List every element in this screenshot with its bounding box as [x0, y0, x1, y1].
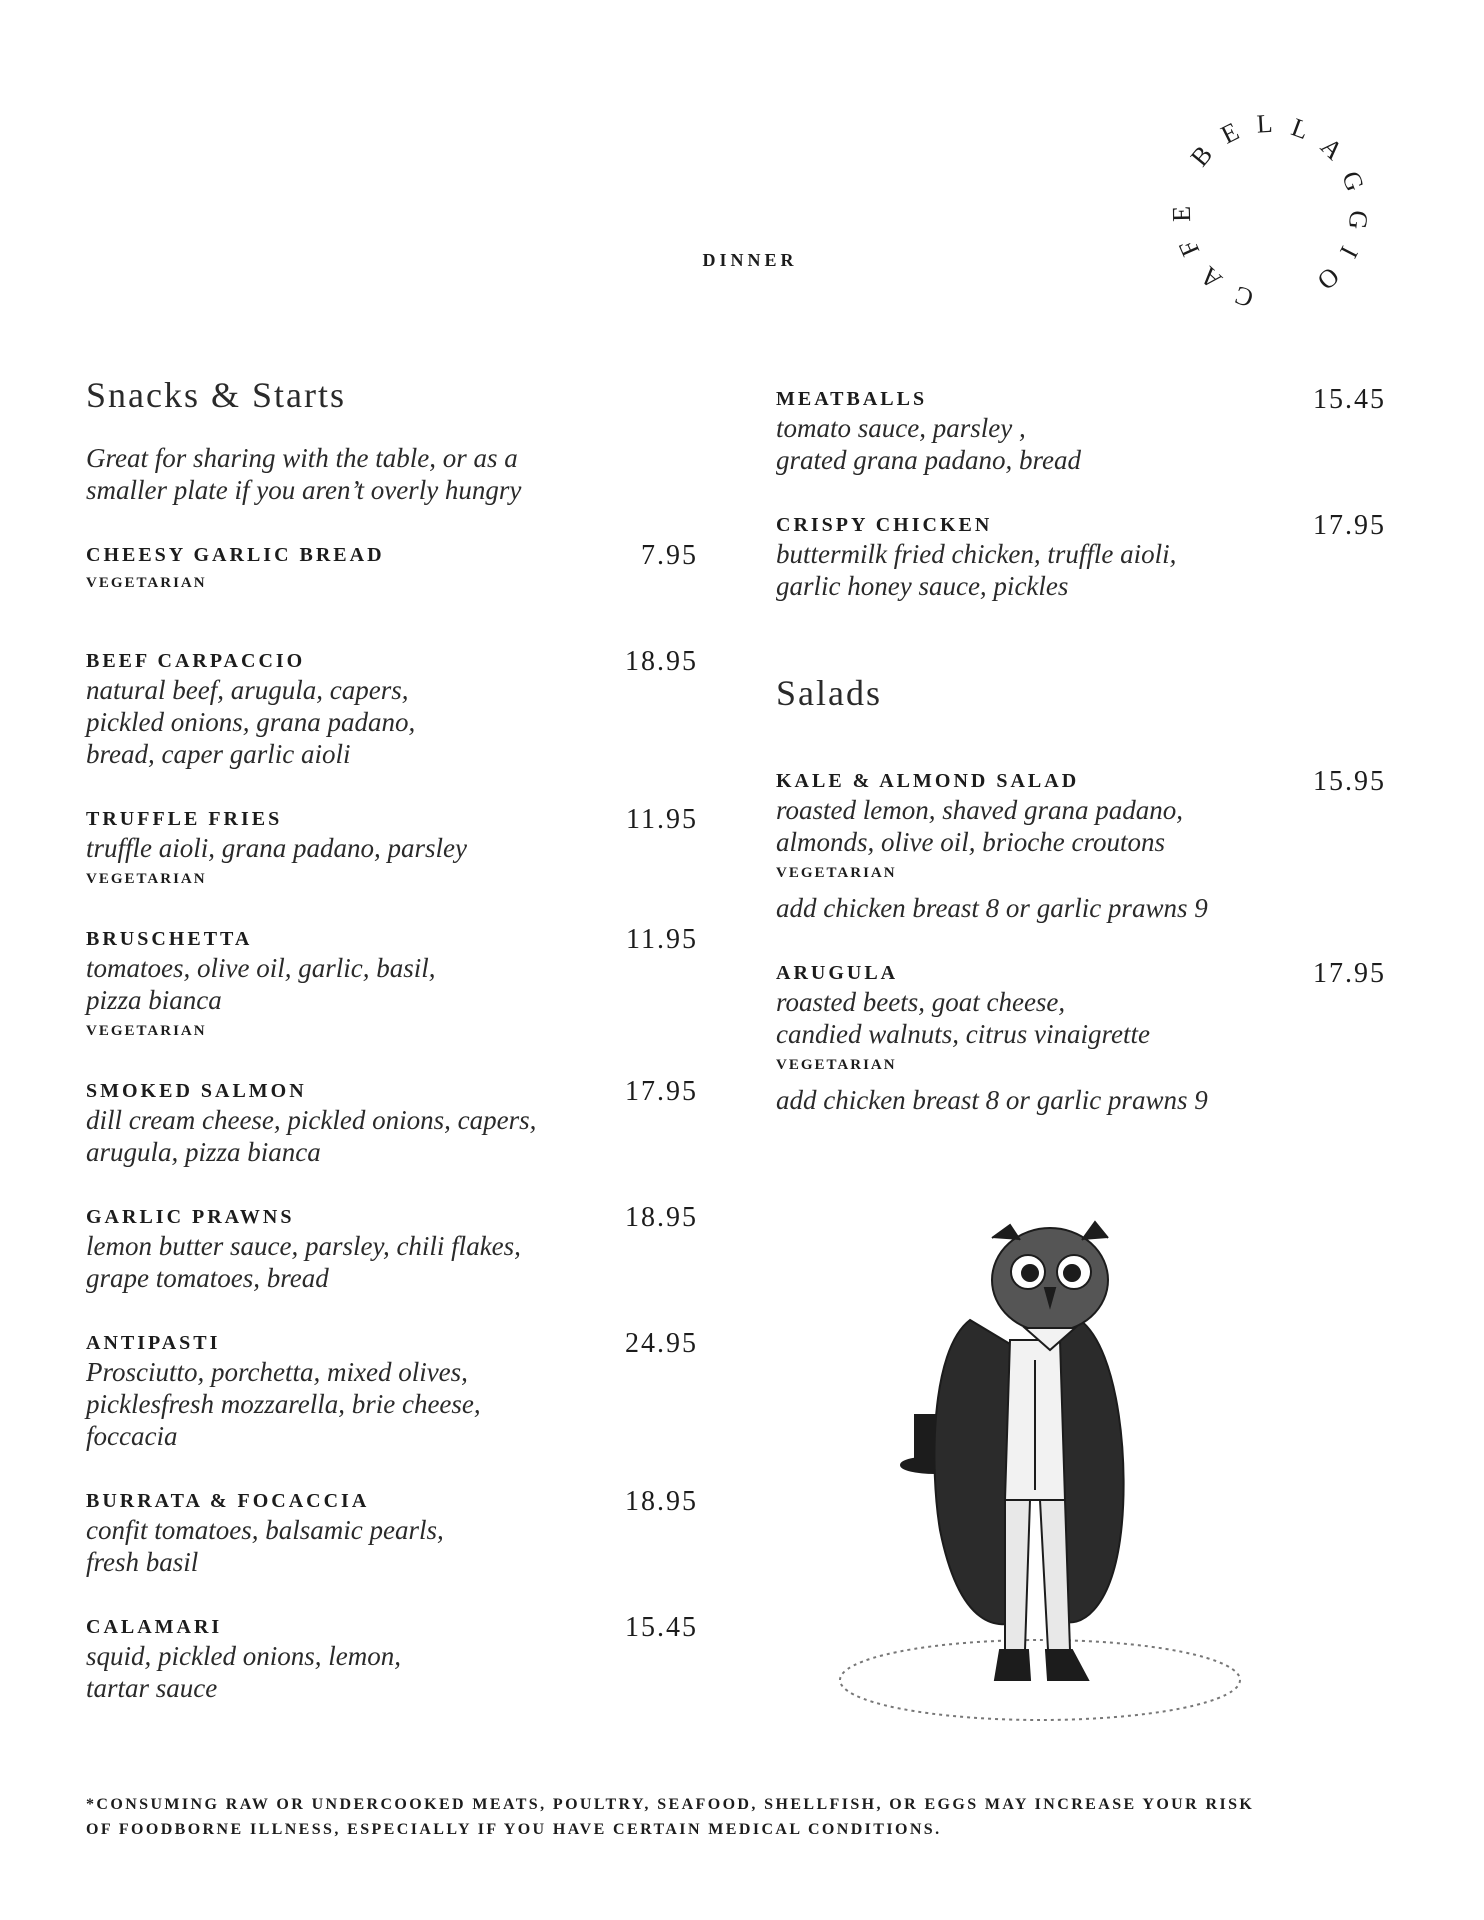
vegetarian-tag: VEGETARIAN	[86, 1022, 207, 1039]
menu-item-burrata-focaccia	[86, 1485, 698, 1578]
desc-line: truffle aioli, grana padano, parsley	[86, 832, 467, 863]
menu-item-antipasti	[86, 1327, 698, 1452]
item-price: 11.95	[626, 803, 698, 835]
item-addon: add chicken breast 8 or garlic prawns 9	[776, 1084, 1208, 1115]
menu-item-truffle-fries	[86, 803, 698, 890]
desc-line: bread, caper garlic aioli	[86, 738, 351, 769]
item-price: 17.95	[625, 1075, 698, 1107]
item-name: GARLIC PRAWNS	[86, 1205, 295, 1228]
item-price: 18.95	[625, 1485, 698, 1517]
item-desc	[86, 952, 698, 1016]
menu-item-bruschetta	[86, 923, 698, 1042]
item-name: CHEESY GARLIC BREAD	[86, 543, 385, 566]
desc-line: dill cream cheese, pickled onions, capers,	[86, 1104, 537, 1135]
desc-line: lemon butter sauce, parsley, chili flakes,	[86, 1230, 521, 1261]
item-name: MEATBALLS	[776, 388, 928, 410]
menu-item-calamari	[86, 1611, 698, 1704]
item-desc	[86, 1104, 698, 1168]
menu-title: DINNER	[702, 250, 798, 270]
item-price: 15.45	[1313, 384, 1386, 415]
item-name: CRISPY CHICKEN	[776, 514, 993, 536]
item-desc	[86, 1514, 698, 1578]
logo-text: CAFE BELLAGGIO	[1166, 108, 1374, 314]
item-price: 18.95	[625, 645, 698, 677]
menu-item-smoked-salmon	[86, 1075, 698, 1168]
menu-item-cheesy-garlic-bread	[86, 539, 698, 594]
owl-gentleman-illustration	[820, 1210, 1280, 1740]
item-desc	[86, 1230, 698, 1294]
menu-item-meatballs	[776, 386, 1386, 476]
item-desc	[86, 674, 698, 770]
item-name: SMOKED SALMON	[86, 1079, 307, 1102]
right-column	[776, 386, 1386, 1152]
item-price: 18.95	[625, 1201, 698, 1233]
menu-item-crispy-chicken	[776, 512, 1386, 602]
item-desc	[86, 1356, 698, 1452]
item-price: 7.95	[641, 539, 698, 571]
item-name: TRUFFLE FRIES	[86, 807, 283, 830]
menu-item-arugula	[776, 957, 1386, 1116]
menu-item-garlic-prawns	[86, 1201, 698, 1294]
desc-line: Prosciutto, porchetta, mixed olives,	[86, 1356, 468, 1387]
desc-line: tartar sauce	[86, 1672, 218, 1703]
item-price: 15.45	[625, 1611, 698, 1643]
cafe-bellaggio-logo	[1150, 92, 1390, 332]
vegetarian-tag: VEGETARIAN	[776, 1056, 897, 1073]
intro-line: Great for sharing with the table, or as a	[86, 442, 518, 473]
desc-line: pickled onions, grana padano,	[86, 706, 416, 737]
left-column	[86, 376, 698, 1740]
desc-line: picklesfresh mozzarella, brie cheese,	[86, 1388, 481, 1419]
desc-line: grated grana padano, bread	[776, 445, 1081, 475]
item-name: KALE & ALMOND SALAD	[776, 769, 1080, 792]
desc-line: tomato sauce, parsley ,	[776, 413, 1026, 443]
desc-line: pizza bianca	[86, 984, 222, 1015]
desc-line: tomatoes, olive oil, garlic, basil,	[86, 952, 436, 983]
desc-line: grape tomatoes, bread	[86, 1262, 329, 1293]
desc-line: candied walnuts, citrus vinaigrette	[776, 1018, 1150, 1049]
item-desc	[776, 412, 1386, 476]
food-safety-disclaimer: *CONSUMING RAW OR UNDERCOOKED MEATS, POULTRY, SEAFOOD, SHELLFISH, OR EGGS MAY INCREASE YOUR RISK OF FOODBORNE ILLNESS, ESPECIALLY IF YOU HAVE CERTAIN MEDICAL CONDITIONS.	[86, 1796, 1255, 1838]
item-price: 24.95	[625, 1327, 698, 1359]
section-title-snacks: Snacks & Starts	[86, 375, 346, 415]
intro-line: smaller plate if you aren’t overly hungry	[86, 474, 522, 505]
desc-line: roasted beets, goat cheese,	[776, 986, 1066, 1017]
menu-item-kale-almond-salad	[776, 765, 1386, 924]
vegetarian-tag: VEGETARIAN	[86, 870, 207, 887]
item-addon: add chicken breast 8 or garlic prawns 9	[776, 892, 1208, 923]
desc-line: roasted lemon, shaved grana padano,	[776, 794, 1183, 825]
item-price: 11.95	[626, 923, 698, 955]
item-name: ARUGULA	[776, 961, 899, 984]
item-price: 15.95	[1313, 765, 1386, 797]
vegetarian-tag: VEGETARIAN	[86, 574, 207, 591]
item-name: BURRATA & FOCACCIA	[86, 1489, 370, 1512]
desc-line: garlic honey sauce, pickles	[776, 571, 1069, 601]
item-price: 17.95	[1313, 510, 1386, 541]
salads-list	[776, 765, 1386, 1116]
item-name: ANTIPASTI	[86, 1331, 221, 1354]
section-title-salads: Salads	[776, 673, 882, 713]
desc-line: confit tomatoes, balsamic pearls,	[86, 1514, 444, 1545]
desc-line: squid, pickled onions, lemon,	[86, 1640, 401, 1671]
section-intro-snacks	[86, 442, 698, 506]
snacks-list	[86, 539, 698, 1704]
item-desc	[776, 794, 1386, 858]
item-desc	[86, 832, 698, 864]
item-desc	[776, 538, 1386, 602]
desc-line: almonds, olive oil, brioche croutons	[776, 826, 1165, 857]
desc-line: fresh basil	[86, 1546, 199, 1577]
desc-line: buttermilk fried chicken, truffle aioli,	[776, 539, 1177, 569]
item-desc	[86, 1640, 698, 1704]
item-name: BEEF CARPACCIO	[86, 649, 306, 672]
item-price: 17.95	[1313, 957, 1386, 989]
vegetarian-tag: VEGETARIAN	[776, 864, 897, 881]
desc-line: foccacia	[86, 1420, 178, 1451]
menu-item-beef-carpaccio	[86, 645, 698, 770]
item-name: BRUSCHETTA	[86, 927, 253, 950]
desc-line: arugula, pizza bianca	[86, 1136, 321, 1167]
item-desc	[776, 986, 1386, 1050]
item-name: CALAMARI	[86, 1615, 223, 1638]
desc-line: natural beef, arugula, capers,	[86, 674, 409, 705]
